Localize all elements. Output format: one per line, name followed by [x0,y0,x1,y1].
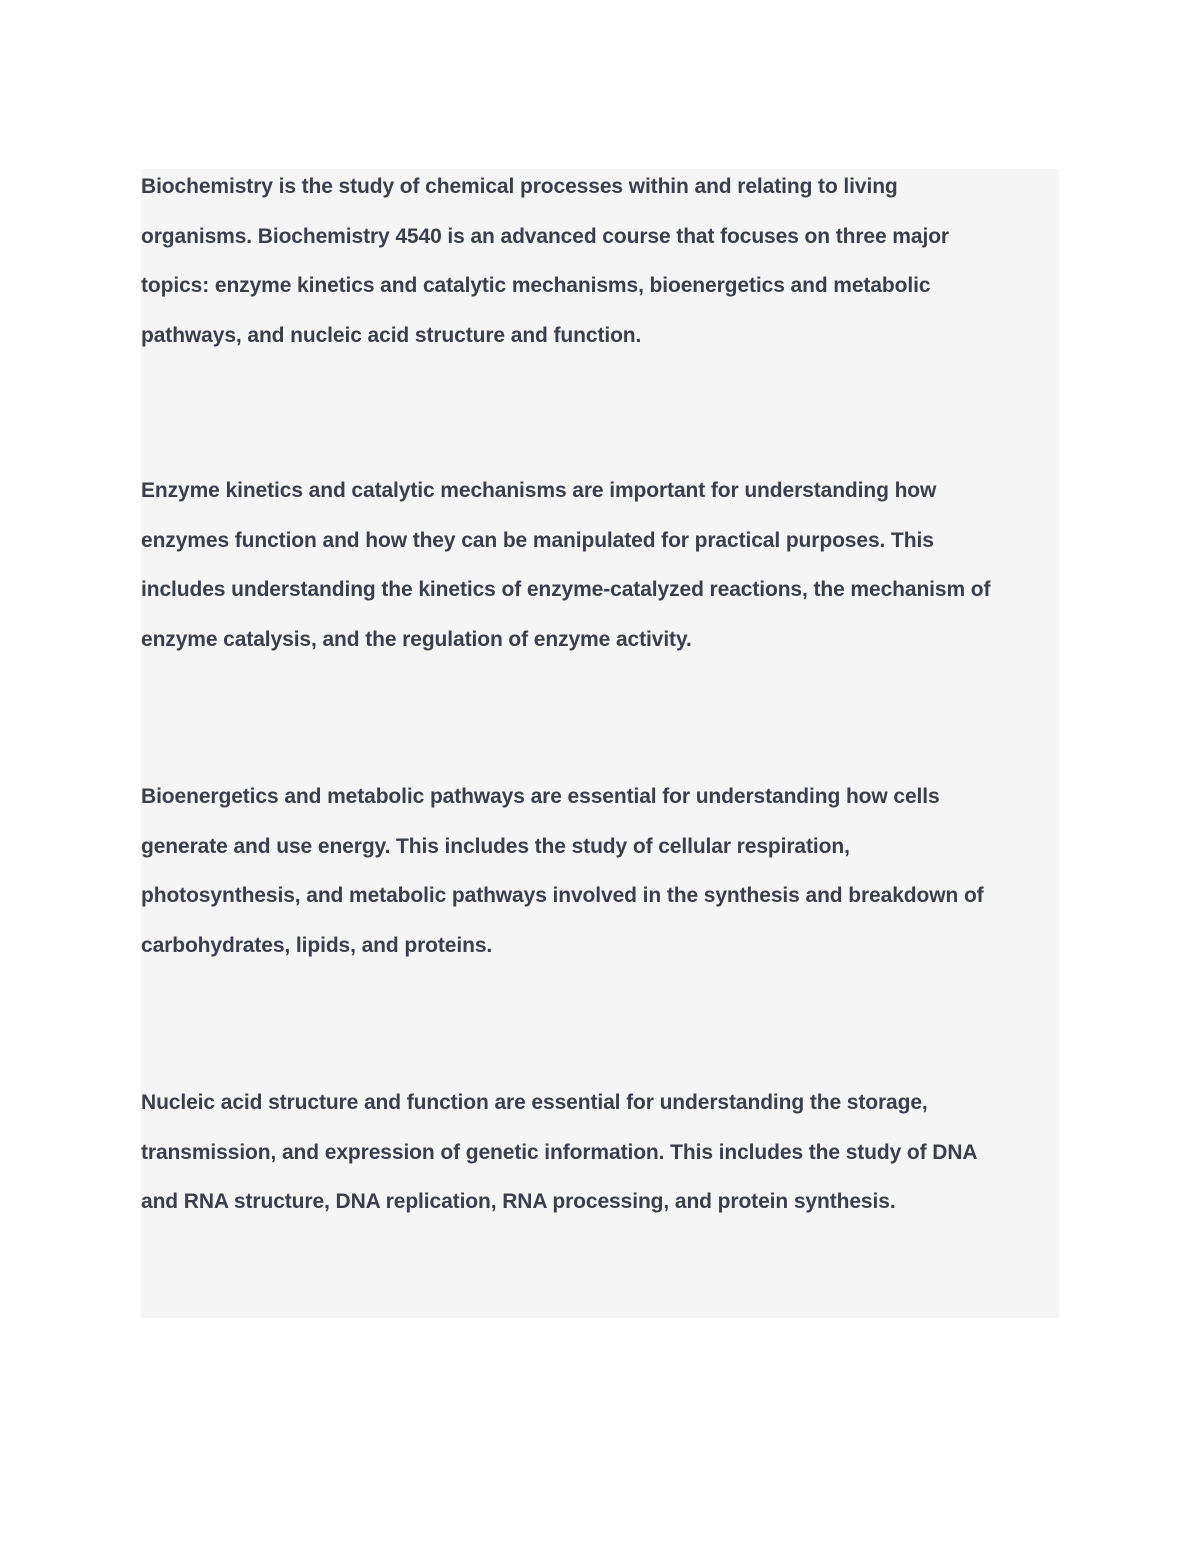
paragraph-bioenergetics: Bioenergetics and metabolic pathways are essential for understanding how cells generate and use energy. This includes the study of cellular respiration, photosynthesis, and metabolic pathways involved in the synthesis and breakdown of carbohydrates, lipids, and proteins. [141,785,984,957]
text-content-block [141,169,1059,1318]
paragraph-biochemistry-intro: Biochemistry is the study of chemical processes within and relating to living organisms. Biochemistry 4540 is an advanced course that focuses on three major topics: enzyme kinetics and catalytic mechanisms, bioenergetics and metabolic pathways, and nucleic acid structure and function. [141,175,949,347]
paragraph-nucleic-acids: Nucleic acid structure and function are essential for understanding the storage, transmission, and expression of genetic information. This includes the study of DNA and RNA structure, DNA replication, RNA processing, and protein synthesis. [141,1091,978,1213]
paragraph-enzyme-kinetics: Enzyme kinetics and catalytic mechanisms are important for understanding how enzymes function and how they can be manipulated for practical purposes. This includes understanding the kinetics of enzyme-catalyzed reactions, the mechanism of enzyme catalysis, and the regulation of enzyme activity. [141,479,991,651]
